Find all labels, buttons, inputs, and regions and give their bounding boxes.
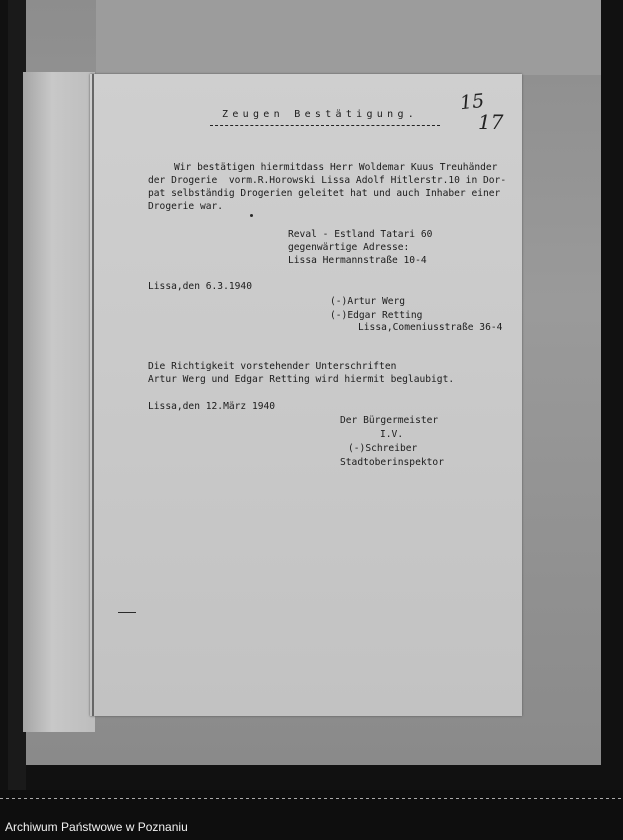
mayor-proxy: I.V. (380, 429, 404, 440)
body-line: pat selbständig Drogerien geleitet hat und auch Inhaber einer (148, 188, 501, 199)
date-line: Lissa,den 12.März 1940 (148, 401, 276, 412)
footer-perforation (0, 798, 623, 799)
document-sheet (90, 74, 522, 716)
date-line: Lissa,den 6.3.1940 (148, 281, 252, 292)
handwritten-mark: 17 (478, 110, 504, 134)
ink-speck (250, 214, 253, 217)
mayor-rank: Stadtoberinspektor (340, 457, 444, 468)
body-line: Drogerie war. (148, 201, 224, 212)
signature-line: (-)Artur Werg (330, 296, 406, 307)
signature-address: Lissa,Comeniusstraße 36-4 (358, 322, 503, 333)
handwritten-page-number: 15 (458, 89, 486, 115)
mayor-title: Der Bürgermeister (340, 415, 439, 426)
binding-strip (23, 72, 95, 732)
back-sheet-top (96, 0, 601, 75)
archive-label: Archiwum Państwowe w Poznaniu (5, 820, 188, 834)
address-line: gegenwärtige Adresse: (288, 242, 410, 253)
title-underline (210, 125, 440, 126)
signature-line: (-)Edgar Retting (330, 310, 423, 321)
document-text (90, 74, 522, 716)
sheet-edge-line (92, 74, 94, 716)
certification-line: Artur Werg und Edgar Retting wird hiermit beglaubigt. (148, 374, 455, 385)
ink-mark (118, 612, 136, 613)
body-line: Wir bestätigen hiermitdass Herr Woldemar Kuus Treuhänder (174, 162, 498, 173)
certification-line: Die Richtigkeit vorstehender Unterschriften (148, 361, 397, 372)
document-title: Zeugen Bestätigung. (222, 109, 419, 120)
address-line: Reval - Estland Tatari 60 (288, 229, 433, 240)
footer-bar (0, 790, 623, 840)
mayor-signature: (-)Schreiber (348, 443, 418, 454)
address-line: Lissa Hermannstraße 10-4 (288, 255, 427, 266)
body-line: der Drogerie vorm.R.Horowski Lissa Adolf Hitlerstr.10 in Dor- (148, 175, 507, 186)
